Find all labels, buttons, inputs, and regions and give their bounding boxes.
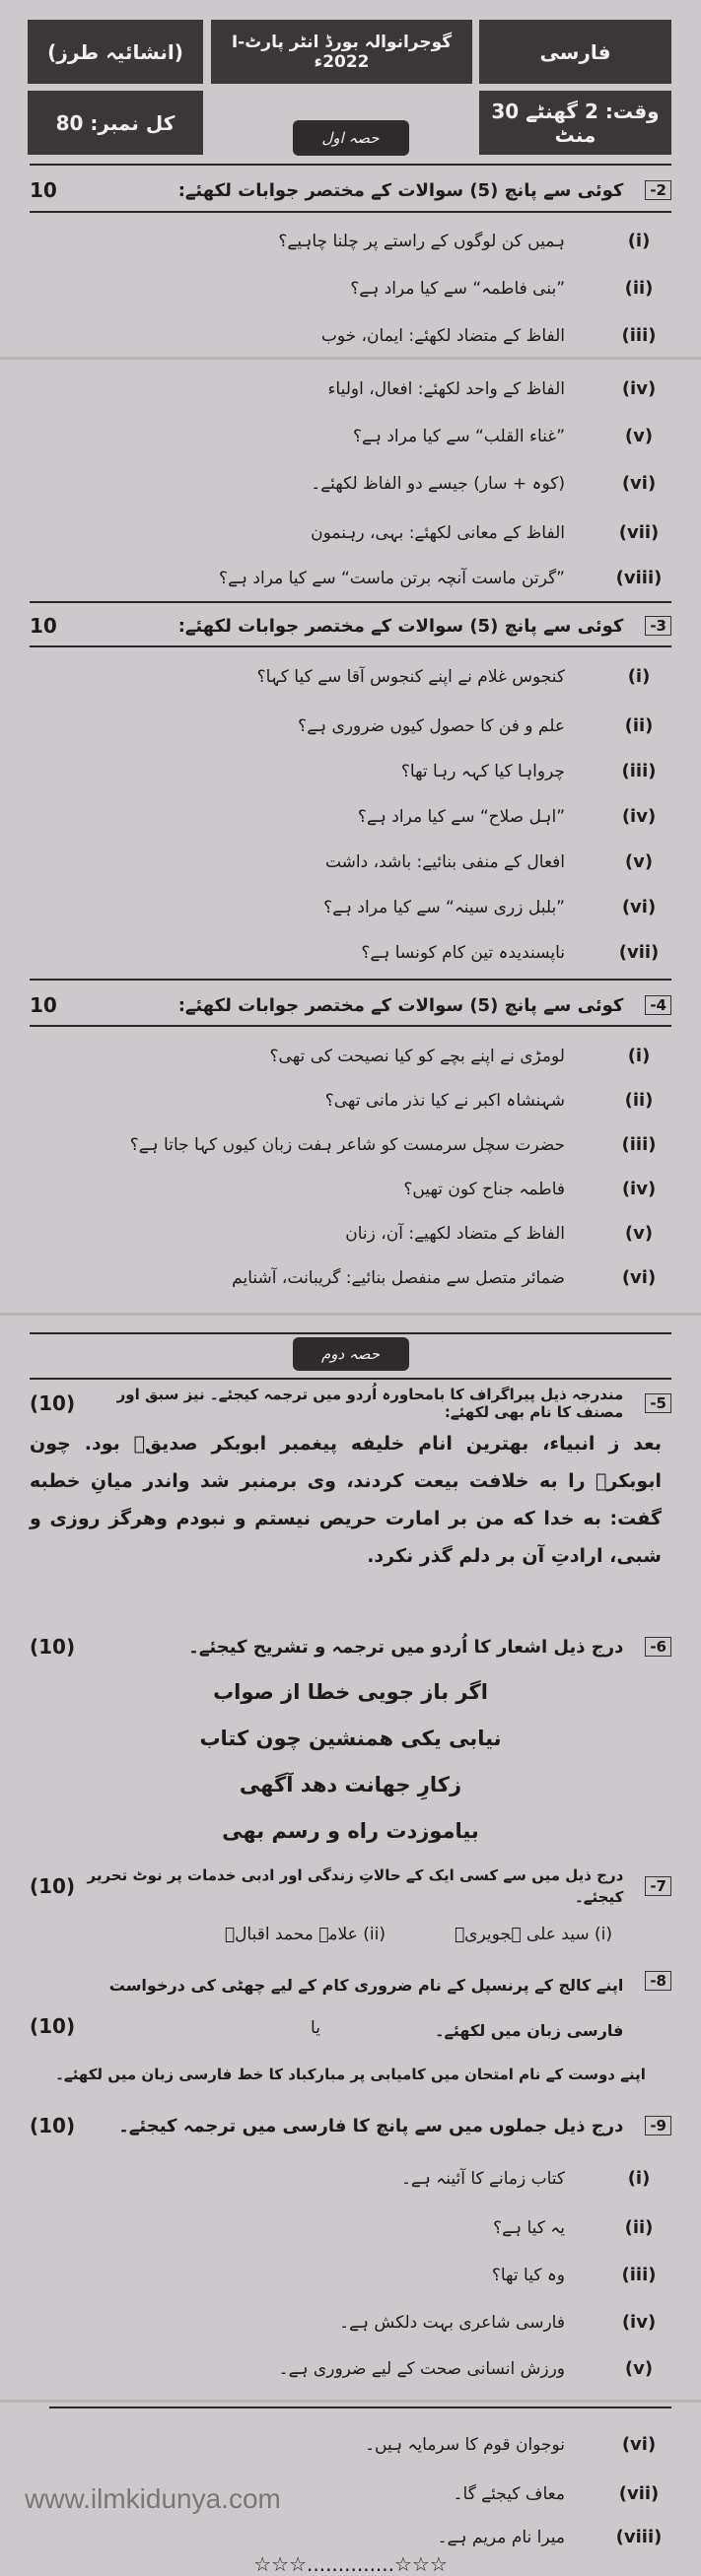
question-number: -2 <box>645 180 671 200</box>
question-number: -3 <box>645 616 671 636</box>
list-item <box>365 2426 673 2462</box>
question-text: درج ذیل اشعار کا اُردو میں ترجمہ و تشریح کیجئے۔ <box>188 1636 624 1658</box>
item-text: چرواہا کیا کہہ رہا تھا؟ <box>400 761 565 781</box>
question-text: اپنے کالج کے پرنسپل کے نام ضروری کام کے لیے چھٹی کی درخواست فارسی زبان میں لکھئے۔ <box>108 1976 624 2040</box>
item-text: الفاظ کے متضاد لکھئے: ایمان، خوب <box>320 325 565 346</box>
item-number: (v) <box>624 1222 654 1244</box>
total-marks: کل نمبر: 80 <box>28 91 203 155</box>
verse-line: زکارِ جهانت دهد آگهی <box>239 1773 462 1796</box>
divider <box>30 979 671 981</box>
item-number: (i) <box>627 665 651 687</box>
verse-line: نیابی یکی همنشین چون کتاب <box>199 1727 502 1750</box>
item-number: (vii) <box>618 521 660 543</box>
question-marks: (10) <box>30 1391 76 1415</box>
list-item <box>298 708 673 743</box>
item-text: کتاب زمانے کا آئینہ ہے۔ <box>400 2168 565 2189</box>
item-text: نوجوان قوم کا سرمایہ ہیں۔ <box>365 2434 565 2455</box>
item-text: (کوہ + سار) جیسے دو الفاظ لکھئے۔ <box>311 473 565 494</box>
question-7-heading <box>30 1864 671 1908</box>
item-number: (vi) <box>621 472 657 494</box>
question-text: کوئی سے پانچ (5) سوالات کے مختصر جوابات لکھئے: <box>177 615 624 637</box>
list-item <box>493 2209 673 2245</box>
item-number: (ii) <box>624 277 654 299</box>
item-number: (iv) <box>621 2311 657 2333</box>
item-number: (iv) <box>621 805 657 827</box>
item-text: میرا نام مریم ہے۔ <box>437 2527 565 2547</box>
question-number: -9 <box>645 2116 671 2135</box>
item-text: فارسی شاعری بہت دلکش ہے۔ <box>339 2312 565 2333</box>
verse-line: بیاموزدت راه و رسم بهی <box>222 1819 479 1843</box>
item-text: ”گرتن ماست آنچہ برتن ماست“ سے کیا مراد ہے؟ <box>219 568 565 588</box>
divider <box>30 164 671 166</box>
section-two-badge: حصہ دوم <box>293 1337 409 1371</box>
verse-line: اگر باز جویی خطا از صواب <box>213 1680 488 1704</box>
question-text: درج ذیل جملوں میں سے پانچ کا فارسی میں ترجمہ کیجئے۔ <box>118 2115 624 2136</box>
q3-heading <box>30 609 671 643</box>
item-number: (ii) <box>624 1089 654 1111</box>
item-text: افعال کے منفی بنائیے: باشد، داشت <box>324 851 565 872</box>
item-text: ”بنی فاطمہ“ سے کیا مراد ہے؟ <box>350 278 565 299</box>
item-text: ہمیں کن لوگوں کے راستے پر چلنا چاہیے؟ <box>278 231 565 251</box>
list-item <box>492 2257 673 2292</box>
item-number: (vii) <box>618 2482 660 2504</box>
question-text: کوئی سے پانچ (5) سوالات کے مختصر جوابات لکھئے: <box>177 179 624 201</box>
item-text: الفاظ کے معانی لکھئے: بہی، رہنمون <box>311 522 565 543</box>
persian-paragraph: بعد ز انبیاء، بهترین انام خلیفه پیغمبر ابوبکر صدیقؓ بود. چون ابوبکرؓ را به خلافت بیعت کردند، وی برمنبر شد واندر میانِ خطبه گفت: به خدا که من بر امارت حریص نیستم و نبودم وهرگز روزی و شبی، ارادتِ آن بر دلم گذر نکرد. <box>30 1433 662 1567</box>
item-number: (v) <box>624 850 654 872</box>
list-item <box>257 658 673 694</box>
list-item <box>401 2160 673 2196</box>
time-allowed: وقت: 2 گھنٹے 30 منٹ <box>479 91 671 155</box>
question-marks: 10 <box>30 993 57 1017</box>
list-item <box>401 753 673 788</box>
item-number: (iii) <box>621 760 657 781</box>
item-number: (viii) <box>615 2526 663 2547</box>
question-marks: (10) <box>30 1874 76 1898</box>
question-8-heading <box>30 1963 671 2054</box>
item-number: (vi) <box>621 896 657 917</box>
item-text: ”غناء القلب“ سے کیا مراد ہے؟ <box>353 426 565 446</box>
question-marks: (10) <box>30 2114 76 2137</box>
list-item <box>311 514 673 550</box>
list-item <box>454 2475 673 2511</box>
q2-heading <box>30 173 671 207</box>
watermark: www.ilmkidunya.com <box>25 2483 281 2514</box>
list-item <box>311 465 673 501</box>
list-item <box>279 2350 673 2386</box>
item-text: معاف کیجئے گا۔ <box>453 2483 565 2504</box>
list-item <box>339 2304 673 2339</box>
question-7-options <box>225 1917 612 1952</box>
or-label: یا <box>311 2018 320 2038</box>
q4-heading <box>30 988 671 1022</box>
paper-type: (انشائیہ طرز) <box>28 20 203 84</box>
item-number: (i) <box>627 230 651 251</box>
question-9-heading <box>30 2109 671 2142</box>
list-item <box>358 798 673 834</box>
page-fold <box>0 357 701 360</box>
item-number: (iii) <box>621 2264 657 2285</box>
item-number: (ii) <box>624 714 654 736</box>
list-item <box>438 2519 673 2554</box>
item-number: (iii) <box>621 324 657 346</box>
question-5-heading <box>30 1386 671 1421</box>
list-item <box>353 418 673 453</box>
item-number: (vii) <box>618 941 660 963</box>
list-item <box>323 889 673 924</box>
list-item <box>345 1215 673 1251</box>
alternate-question: اپنے دوست کے نام امتحان میں کامیابی پر مبارکباد کا خط فارسی زبان میں لکھئے۔ <box>55 2066 646 2083</box>
divider <box>30 645 671 647</box>
item-number: (vi) <box>621 2433 657 2455</box>
item-text: ناپسندیدہ تین کام کونسا ہے؟ <box>361 942 565 963</box>
list-item <box>321 317 673 353</box>
list-item <box>130 1126 673 1162</box>
list-item <box>403 1171 673 1206</box>
question-number: -7 <box>645 1876 671 1896</box>
divider <box>30 601 671 603</box>
board-title: گوجرانوالہ بورڈ انٹر پارٹ-I 2022ء <box>211 20 472 84</box>
item-text: ورزش انسانی صحت کے لیے ضروری ہے۔ <box>278 2358 565 2379</box>
item-text: ضمائر متصل سے منفصل بنائیے: گریبانت، آشنایم <box>232 1267 565 1288</box>
question-number: -4 <box>645 995 671 1015</box>
item-text: یہ کیا ہے؟ <box>493 2217 565 2238</box>
question-marks: 10 <box>30 178 57 202</box>
item-number: (ii) <box>624 2216 654 2238</box>
item-text: وہ کیا تھا؟ <box>491 2265 565 2285</box>
question-6-heading <box>30 1630 671 1663</box>
section-one-badge: حصہ اول <box>293 120 409 156</box>
question-marks: (10) <box>30 1635 76 1659</box>
list-item <box>219 560 673 595</box>
list-item <box>325 1082 673 1118</box>
option-iqbal: (ii) علامہ محمد اقبالؒ <box>224 1925 386 1944</box>
item-number: (iv) <box>621 377 657 399</box>
item-text: شہنشاہ اکبر نے کیا نذر مانی تھی؟ <box>324 1090 565 1111</box>
list-item <box>278 223 673 258</box>
item-number: (viii) <box>615 567 663 588</box>
question-number: -6 <box>645 1637 671 1657</box>
question-text: درج ذیل میں سے کسی ایک کے حالاتِ زندگی اور ادبی خدمات پر نوٹ تحریر کیجئے۔ <box>87 1866 624 1906</box>
subject-box: فارسی <box>479 20 671 84</box>
question-marks: (10) <box>30 2014 76 2038</box>
item-number: (i) <box>627 1045 651 1066</box>
divider <box>30 1025 671 1027</box>
list-item <box>232 1259 673 1295</box>
divider <box>49 2407 671 2408</box>
option-hujwiri: (i) سید علی ہجویریؒ <box>454 1925 612 1944</box>
item-text: الفاظ کے واحد لکھئے: افعال، اولیاء <box>327 378 565 399</box>
list-item <box>361 934 673 970</box>
question-number: -8 <box>645 1971 671 1991</box>
item-text: لومڑی نے اپنے بچے کو کیا نصیحت کی تھی؟ <box>269 1046 565 1066</box>
question-number: -5 <box>645 1393 671 1413</box>
item-text: ”بلبل زری سینہ“ سے کیا مراد ہے؟ <box>323 897 565 917</box>
item-number: (v) <box>624 2357 654 2379</box>
item-text: ”اہل صلاح“ سے کیا مراد ہے؟ <box>357 806 565 827</box>
divider <box>30 211 671 213</box>
divider <box>30 1378 671 1380</box>
item-number: (v) <box>624 425 654 446</box>
page-fold <box>0 2400 701 2403</box>
list-item <box>325 844 673 879</box>
item-number: (iii) <box>621 1133 657 1155</box>
item-number: (vi) <box>621 1266 657 1288</box>
question-marks: 10 <box>30 614 57 638</box>
item-text: فاطمہ جناح کون تھیں؟ <box>403 1179 565 1199</box>
item-text: کنجوس غلام نے اپنے کنجوس آقا سے کیا کہا؟ <box>256 666 565 687</box>
divider <box>30 1332 671 1334</box>
item-number: (iv) <box>621 1178 657 1199</box>
list-item <box>350 270 673 305</box>
item-number: (i) <box>627 2167 651 2189</box>
item-text: الفاظ کے متضاد لکھیے: آن، زنان <box>345 1223 565 1244</box>
item-text: حضرت سچل سرمست کو شاعر ہفت زبان کیوں کہا جاتا ہے؟ <box>129 1134 565 1155</box>
item-text: علم و فن کا حصول کیوں ضروری ہے؟ <box>298 715 565 736</box>
list-item <box>327 371 673 406</box>
question-text: کوئی سے پانچ (5) سوالات کے مختصر جوابات لکھئے: <box>177 994 624 1016</box>
list-item <box>270 1038 673 1073</box>
end-stars: ☆☆☆..............☆☆☆ <box>253 2552 448 2576</box>
question-text: مندرجہ ذیل پیراگراف کا بامحاورہ اُردو میں ترجمہ کیجئے۔ نیز سبق اور مصنف کا نام بھی لکھئے: <box>116 1386 624 1421</box>
page-fold <box>0 1313 701 1316</box>
